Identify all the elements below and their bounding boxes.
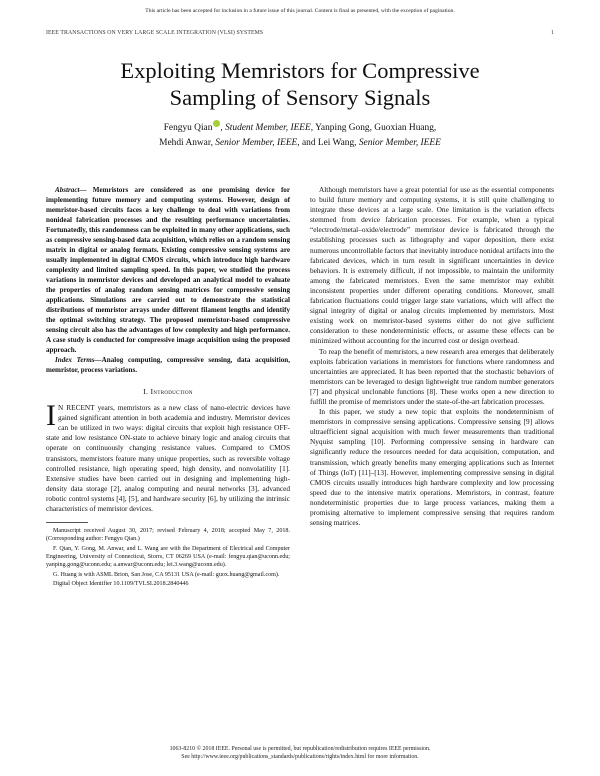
abstract-lead: Abstract—: [55, 186, 87, 194]
paper-title: [46, 57, 554, 111]
journal-name: IEEE TRANSACTIONS ON VERY LARGE SCALE INTEGRATION (VLSI) SYSTEMS: [46, 30, 264, 36]
drop-cap: I: [46, 399, 56, 433]
intro-lead-caps: N RECENT: [58, 403, 95, 413]
author-1-role: Student Member, IEEE,: [225, 123, 314, 133]
copyright-line-2: See http://www.ieee.org/publications_standards/publications/rights/index.html for more information.: [181, 754, 419, 760]
abstract-text: Memristors are considered as one promising device for implementing future memory and computing systems. However, design of memristor-based circuits faces a key challenge to deal with variations from nonideal fabrication processes and the resulting performance uncertainties. Fortunatedly, this randomness can be exploited in many other applications, such as compressive sensing-based data acquisition, which relies on a random sensing matrix in digital or analog formats. Existing compressive sensing systems are usually implemented in digital CMOS circuits, which introduce high hardware complexity and limited sampling speed. In this paper, we studied the process variations in memristor devices and developed an analytical model to evaluate the properties of analog random sensing matrices for compressive sensing applications. Simulations are carried out to demonstrate the statistical distributions of memristor arrays under different filament lengths and identify the optimal switching strategy. The proposed memristor-based compressive sensing circuit also has the advantages of low complexity and high performance. A case study is conducted for compressive image acquisition using the proposed approach.: [46, 186, 290, 354]
title-line-2: Sampling of Sensory Signals: [169, 85, 431, 110]
left-column: [46, 185, 290, 589]
right-paragraph-2: To reap the benefit of memristors, a new research area emerges that deliberately exploits fabrication variations in memristors for functions where randomness and uncertainties are appreciated. It has been reported that the stochastic behaviors of memristors can be leveraged to design lightweight true random number generators [7] and physical unclonable functions [8]. These works open a new direction to fulfill the promise of memristors under the state-of-the-art fabrication processes.: [310, 346, 554, 406]
right-paragraph-3: In this paper, we study a new topic that exploits the nondeterminism of memristors in compressive sensing applications. Compressive sensing [9] allows ultraefficient signal acquisition with much fewer measurements than traditional Nyquist sampling [10]. Performing compressive sensing in hardware can significantly reduce the resources needed for data acquisition, computation, and transmission, which greatly benefits many emerging applications such as Internet of Things (IoT) [11]–[13]. However, implementing compressive sensing in digital CMOS circuits usually introduces high hardware complexity and low processing speed due to the intensive matrix operations. Memristors, in contrast, feature nondeterministic properties due to large process variances, making them a promising alternative to implement compressive sensing that requires random sensing matrices.: [310, 407, 554, 528]
footnote-affiliation-2: G. Huang is with ASML Brion, San Jose, CA 95131 USA (e-mail: guox.huang@gmail.com).: [53, 571, 280, 578]
copyright-line-1: 1063-8210 © 2018 IEEE. Personal use is permitted, but republication/redistribution requires IEEE permission.: [169, 746, 431, 752]
author-4-role: Senior Member, IEEE: [358, 138, 441, 148]
orcid-icon[interactable]: [213, 120, 220, 127]
running-header: [46, 30, 554, 36]
right-column: [310, 185, 554, 528]
author-3-name: Mehdi Anwar,: [159, 138, 213, 148]
index-terms-text: Analog computing, compressive sensing, data acquisition, memristor, process variations.: [46, 356, 290, 374]
intro-paragraph: [46, 399, 290, 514]
right-paragraph-1: Although memristors have a great potential for use as the essential components to build future memory and computing systems, it is still quite challenging to integrate these devices at a large scale. One limitation is the variation effects stemmed from device fabrication processes. For example, when a typical “electrode/metal–oxide/electrode” memristor device is fabricated through the establishing processes such as lithography and vapor deposition, there exist numerous uncontrollable factors that inevitably introduce nonideal artifacts into the fabricated devices, which in turn result in significant uncertainties in device behaviors. It is extremely difficult, if not impossible, to maintain the uniformity among the fabricated memristors. Even the same memristor may exhibit inconsistent properties under different operating conditions. Moreover, small fabrication fluctuations could trigger large state variations, which will affect the signal integrity of digital or analog circuits implemented by memristors. Most existing work on memristor-based systems either do not give sufficient consideration to these nondeterministic effects, or assume these effects can be minimized without accounting for the incurred cost or design overhead.: [310, 185, 554, 346]
author-2-names: Yanping Gong, Guoxian Huang,: [315, 123, 437, 133]
title-line-1: Exploiting Memristors for Compressive: [120, 58, 480, 83]
page-number: 1: [551, 30, 554, 36]
author-1-name: Fengyu Qian: [163, 123, 213, 133]
acceptance-note: This article has been accepted for inclusion in a future issue of this journal. Content is final as presented, with the exception of pagination.: [145, 8, 455, 14]
abstract: [46, 185, 290, 355]
footnote-rule: [46, 522, 88, 523]
intro-text: years, memristors as a new class of nano-electric devices have gained significant attention in both academia and industry. Memristor devices can be utilized in two ways: digital circuits that exploit high resistance OFF-state and low resistance ON-state to achieve binary logic and analog circuits that operate on continuously changing resistance values. Compared to CMOS transistors, memristors feature many unique properties, such as reversible voltage controlled resistance, high operating speed, high density, and nonvolatility [1]. Extensive studies have been carried out in designing and implementing high-density data storage [2], analog computing and neural networks [3], advanced robotic control systems [4], [5], and hardware security [6], by utilizing the intrinsic characteristics of memristor devices.: [46, 403, 290, 514]
index-terms-lead: Index Terms—: [55, 356, 102, 364]
footnote-manuscript: Manuscript received August 30, 2017; revised February 4, 2018; accepted May 7, 2018. (Corresponding author: Fengyu Qian.): [46, 528, 290, 543]
author-3-role: Senior Member, IEEE,: [215, 138, 300, 148]
footnote-affiliation-1: F. Qian, Y. Gong, M. Anwar, and L. Wang are with the Department of Electrical and Computer Engineering, University of Connecticut, Storrs, CT 06269 USA (e-mail: fengyu.qian@uconn.edu; yanping.gong@uconn.edu; a.anwar@uconn.edu; lei.3.wang@uconn.edu).: [46, 545, 290, 569]
author-list: Fengyu Qian , Student Member, IEEE, Yanping Gong, Guoxian Huang, Mehdi Anwar, Senior Member, IEEE, and Lei Wang, Senior Member, IEEE: [70, 120, 530, 151]
copyright-note: [60, 745, 540, 761]
index-terms: [46, 355, 290, 375]
footnote-doi: Digital Object Identifier 10.1109/TVLSI.2018.2840446: [53, 580, 189, 587]
author-4-name: and Lei Wang,: [301, 138, 357, 148]
footnotes: [46, 522, 290, 588]
section-heading-introduction: I. Introduction: [143, 387, 193, 396]
